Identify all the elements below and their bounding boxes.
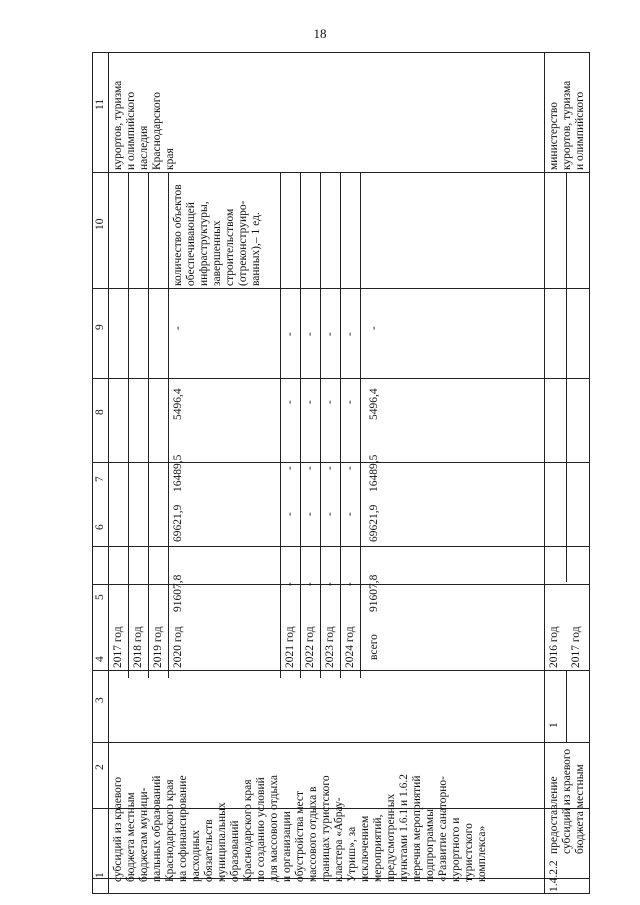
dash: - [284, 332, 296, 336]
executor-line: министерство [548, 102, 560, 170]
dash: - [284, 400, 296, 404]
dash: - [324, 400, 336, 404]
total-col6: 69621,9 [368, 504, 380, 542]
executor-line: края [164, 148, 176, 170]
block2-description [548, 749, 587, 854]
value-2020-col8: 5496,4 [172, 388, 184, 420]
column-divider [92, 172, 590, 173]
desc-line: муниципальных [216, 802, 228, 882]
desc-line: и организации [281, 811, 293, 882]
year-2021: 2021 год [284, 626, 296, 668]
block2-number: 1.4.2.2 [548, 860, 560, 892]
desc-line: субсидий из краевого [112, 776, 124, 882]
block2-year-2017: 2017 год [570, 626, 582, 668]
result-line: количество объектов [172, 184, 184, 286]
col-header-2: 2 [94, 764, 106, 770]
row-divider [168, 172, 169, 678]
desc-line: пальных образований [151, 775, 163, 882]
desc-line: мероприятий, [372, 814, 384, 882]
desc-line: образований [229, 820, 241, 882]
dash: - [304, 400, 316, 404]
block1-description [112, 768, 489, 882]
year-2018: 2018 год [132, 626, 144, 668]
total-col5: 91607,8 [368, 574, 380, 612]
desc-line: предусмотренных [385, 793, 397, 882]
dash: - [344, 400, 356, 404]
desc-line: кластера «Абрау- [333, 797, 345, 882]
dash: - [344, 466, 356, 470]
desc-line: курортного и [450, 817, 462, 882]
result-line: строительством [224, 208, 236, 286]
dash: - [304, 332, 316, 336]
dash: - [284, 466, 296, 470]
col-header-11: 11 [94, 98, 106, 110]
desc-line: Краснодарского края [164, 779, 176, 882]
total-col7: 16489,5 [368, 454, 380, 492]
result-line: (отреконструиро- [237, 200, 249, 286]
year-2020: 2020 год [172, 626, 184, 668]
result-line: инфраструктуры, [198, 201, 210, 286]
col-header-9: 9 [94, 324, 106, 330]
table-border-left [92, 52, 93, 894]
desc-line: перечня мероприятий [411, 775, 423, 882]
dash: - [304, 512, 316, 516]
year-2022: 2022 год [304, 626, 316, 668]
row-divider [566, 172, 567, 582]
executor-line: и олимпийского [574, 91, 586, 170]
block2-executor [548, 81, 587, 170]
result-line: завершенных [211, 220, 223, 286]
row-divider [566, 670, 567, 742]
header-divider [108, 52, 109, 894]
desc-line: Краснодарского края [242, 779, 254, 882]
column-divider [92, 288, 590, 289]
result-indicator [172, 184, 263, 286]
column-divider [92, 546, 590, 547]
value-2020-col7: 16489,5 [172, 454, 184, 492]
col-header-10: 10 [94, 218, 106, 230]
value-2020-col6: 69621,9 [172, 504, 184, 542]
dash: - [344, 512, 356, 516]
result-line: обеспечивающей [185, 202, 197, 286]
col-header-4: 4 [94, 656, 106, 662]
desc-line: туристского [463, 823, 475, 882]
desc-line: границах туристского [320, 775, 332, 882]
executor-line: и олимпийского [125, 91, 137, 170]
dash: - [284, 582, 296, 586]
dash: - [324, 332, 336, 336]
col-header-1: 1 [94, 872, 106, 878]
desc-line: бюджетам муници- [138, 787, 150, 882]
block2-col3: 1 [548, 722, 560, 728]
desc-line: пунктами 1.6.1 и 1.6.2 [398, 774, 410, 882]
desc-line: «Развитие санаторно- [437, 776, 449, 882]
desc-line: исключением [359, 815, 371, 882]
desc-line: бюджета местным [574, 764, 586, 854]
desc-line: субсидий из краевого [561, 748, 573, 854]
col-header-5: 5 [94, 594, 106, 600]
year-2024: 2024 год [344, 626, 356, 668]
dash: - [344, 332, 356, 336]
executor-line: курортов, туризма [561, 80, 573, 170]
total-col9: - [368, 326, 380, 330]
dash: - [304, 582, 316, 586]
year-2019: 2019 год [152, 626, 164, 668]
desc-line: для массового отдыха [268, 775, 280, 882]
col-header-8: 8 [94, 409, 106, 415]
col-header-3: 3 [94, 697, 106, 703]
desc-line: предоставление [548, 776, 560, 854]
row-divider [280, 172, 281, 678]
total-col8: 5496,4 [368, 388, 380, 420]
page-number: 18 [313, 26, 327, 41]
desc-line: комплекса» [476, 825, 488, 882]
desc-line: обустройства мест [294, 790, 306, 882]
row-divider [340, 172, 341, 678]
col-header-6: 6 [94, 524, 106, 530]
desc-line: Утриш», за [346, 826, 358, 882]
column-divider [92, 670, 590, 671]
block2-year-2016: 2016 год [548, 626, 560, 668]
column-divider [92, 584, 590, 585]
result-line: ванных),– 1 ед. [250, 212, 262, 286]
column-divider [92, 742, 590, 743]
desc-line: массового отдыха в [307, 786, 319, 882]
row-divider [320, 172, 321, 678]
desc-line: на софинансирование [177, 775, 189, 882]
dash: - [304, 466, 316, 470]
value-2020-col9: - [172, 326, 184, 330]
block-divider [544, 52, 545, 894]
executor-line: курортов, туризма [112, 80, 124, 170]
dash: - [324, 466, 336, 470]
executor [112, 81, 177, 170]
table-border-bottom [92, 893, 590, 894]
dash: - [344, 582, 356, 586]
dash: - [324, 582, 336, 586]
desc-line: подпрограммы [424, 809, 436, 882]
executor-line: наследия [138, 125, 150, 170]
dash: - [324, 512, 336, 516]
row-divider [128, 172, 129, 678]
table-border-top [92, 52, 590, 53]
desc-line: по созданию условий [255, 777, 267, 882]
year-2017: 2017 год [112, 626, 124, 668]
executor-line: Краснодарского [151, 92, 163, 170]
row-divider [148, 172, 149, 678]
col-header-7: 7 [94, 476, 106, 482]
desc-line: обязательств [203, 819, 215, 882]
year-total: всего [368, 634, 380, 660]
column-divider [92, 462, 590, 463]
dash: - [284, 512, 296, 516]
year-2023: 2023 год [324, 626, 336, 668]
desc-line: расходных [190, 829, 202, 882]
row-divider [300, 172, 301, 678]
desc-line: бюджета местным [125, 792, 137, 882]
column-divider [92, 378, 590, 379]
row-divider [360, 172, 361, 678]
value-2020-col5: 91607,8 [172, 574, 184, 612]
table-border-right [589, 52, 590, 894]
